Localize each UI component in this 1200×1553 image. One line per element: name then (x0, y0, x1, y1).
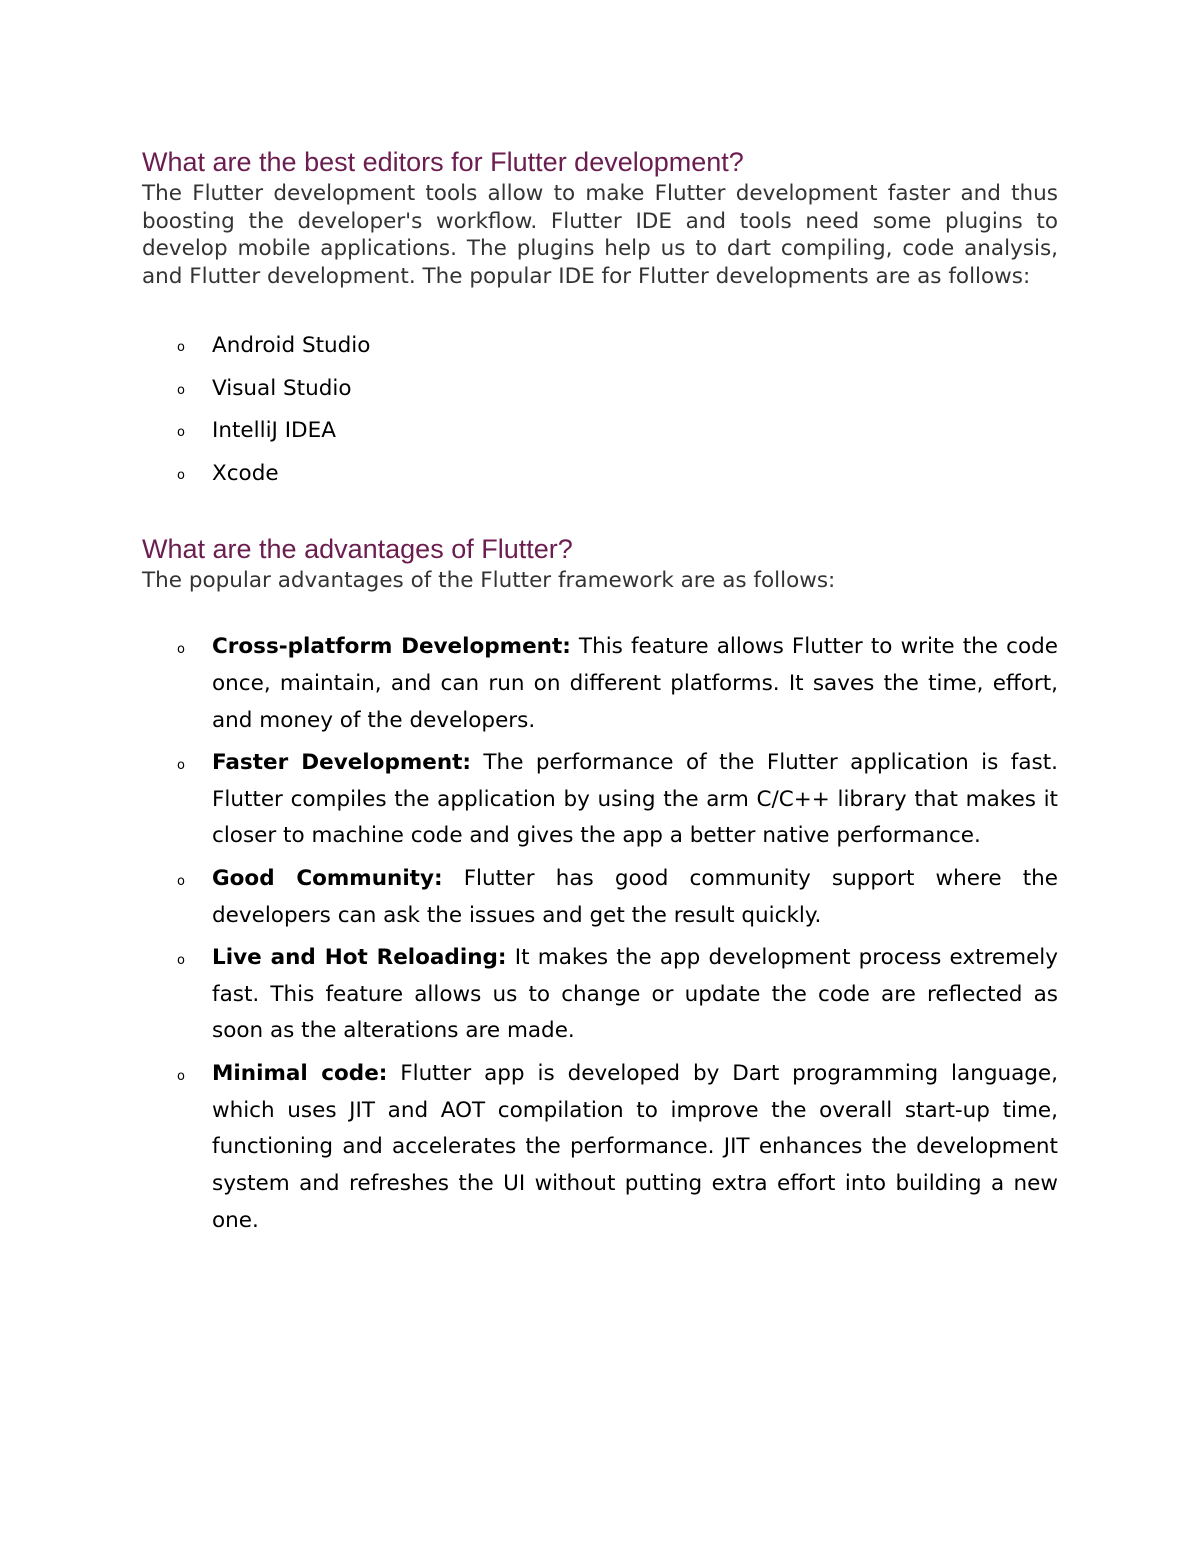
advantage-term: Good Community: (212, 865, 443, 891)
paragraph-advantages-intro: The popular advantages of the Flutter framework are as follows: (142, 567, 836, 593)
bullet-icon: o (177, 757, 185, 773)
bullet-icon: o (177, 952, 185, 968)
bullet-icon: o (177, 1068, 185, 1084)
bullet-icon: o (177, 340, 185, 355)
list-item (142, 861, 1058, 935)
bullet-icon: o (177, 642, 185, 657)
list-item (142, 629, 1058, 739)
list-item-label: Xcode (212, 460, 279, 486)
advantages-list (142, 629, 1058, 1240)
bullet-icon: o (177, 873, 185, 889)
advantage-term: Cross-platform Development: (212, 634, 571, 659)
bullet-icon: o (177, 425, 185, 440)
advantage-description: This feature allows Flutter to write the code once, maintain, and can run on different platforms. It saves the time, effort, and money of the developers. (212, 634, 1058, 733)
advantage-description: The performance of the Flutter application is fast. Flutter compiles the application by using the arm C/C++ library that makes it closer to machine code and gives the app a better native performance. (212, 749, 1058, 849)
list-item-label: Android Studio (212, 333, 371, 358)
list-item (142, 1056, 1058, 1240)
list-item (142, 374, 1058, 404)
paragraph-editors-intro: The Flutter development tools allow to make Flutter development faster and thus boosting the developer's workflow. Flutter IDE and tools need some plugins to develop mobile applications. The plugins help us to dart compiling, code analysis, and Flutter development. The popular IDE for Flutter developments are as follows: (142, 181, 1058, 289)
advantage-term: Live and Hot Reloading: (212, 944, 507, 970)
list-item-label: IntelliJ IDEA (212, 418, 336, 443)
heading-best-editors: What are the best editors for Flutter development? (142, 147, 744, 177)
heading-advantages: What are the advantages of Flutter? (142, 533, 573, 564)
advantage-description: Flutter has good community support where the developers can ask the issues and get the result quickly. (212, 865, 1058, 928)
editor-list (142, 331, 1058, 489)
list-item (142, 459, 1058, 489)
list-item (142, 745, 1058, 855)
list-item (142, 331, 1058, 361)
bullet-icon: o (177, 382, 185, 398)
document-content (142, 140, 1058, 1245)
advantage-description: Flutter app is developed by Dart programming language, which uses JIT and AOT compilation to improve the overall start-up time, functioning and accelerates the performance. JIT enhances the development system and refreshes the UI without putting extra effort into building a new one. (212, 1060, 1058, 1233)
list-item (142, 940, 1058, 1050)
advantage-description: It makes the app development process extremely fast. This feature allows us to change or update the code are reflected as soon as the alterations are made. (212, 944, 1058, 1044)
advantage-term: Minimal code: (212, 1060, 388, 1086)
list-item (142, 416, 1058, 446)
list-item-label: Visual Studio (212, 375, 352, 401)
bullet-icon: o (177, 467, 185, 483)
advantage-term: Faster Development: (212, 749, 471, 775)
